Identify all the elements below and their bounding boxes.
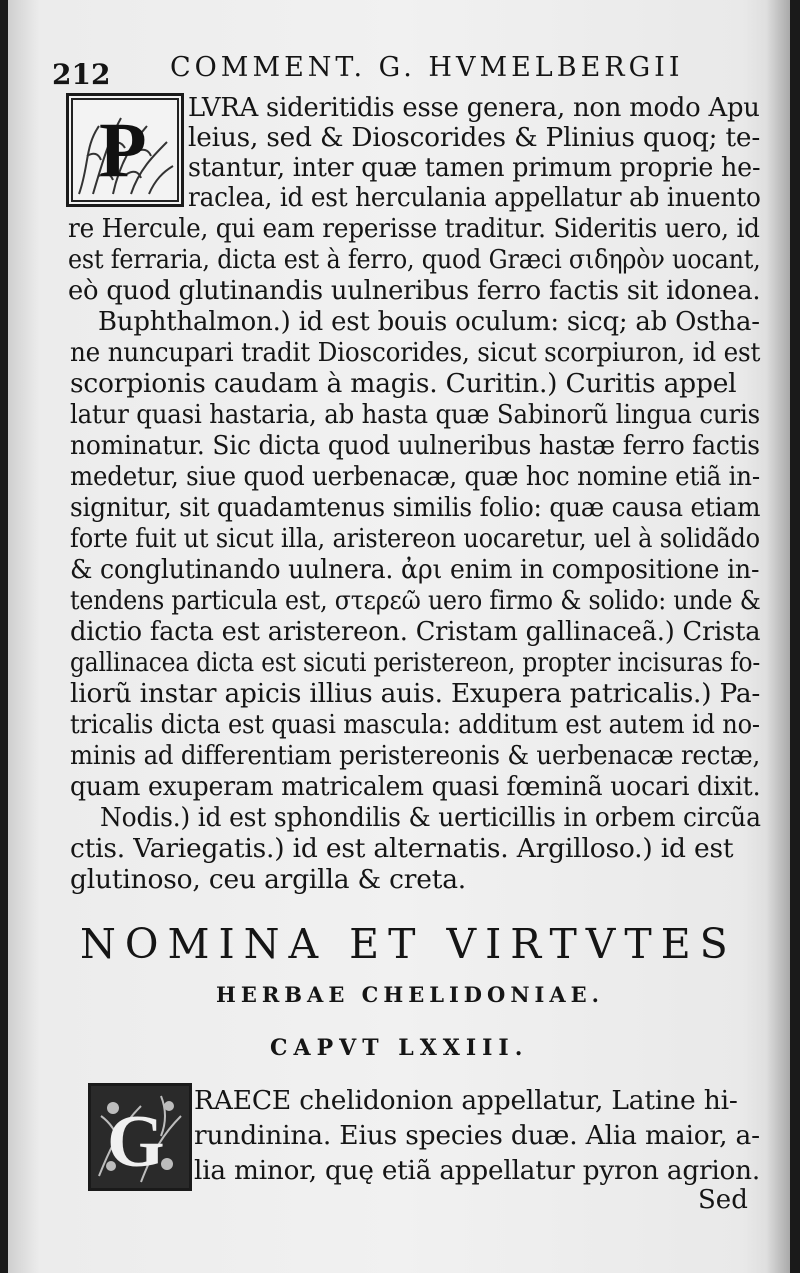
text-line: est ferraria, dicta est à ferro, quod Græci σιδηρὸν uocant,	[68, 244, 761, 275]
text-line: minis ad differentiam peristereonis & uerbenacæ rectæ,	[70, 740, 761, 771]
chapter-number: CAPVT LXXIII.	[270, 1035, 529, 1061]
chapter-subtitle: HERBAE CHELIDONIAE.	[216, 982, 604, 1007]
text-line: Buphthalmon.) id est bouis oculum: sicq; ab Ostha-	[98, 306, 760, 337]
text-line: forte fuit ut sicut illa, aristereon uocaretur, uel à solidãdo	[70, 523, 760, 554]
text-line: nominatur. Sic dicta quod uulneribus hastæ ferro factis	[70, 430, 760, 461]
initial-letter: P	[99, 106, 147, 193]
botanical-ornament-icon	[69, 96, 181, 204]
text-line: re Hercule, qui eam reperisse traditur. Sideritis uero, id	[68, 213, 760, 244]
floral-ornament-icon	[91, 1086, 189, 1188]
text-line: eò quod glutinandis uulneribus ferro factis sit idonea.	[68, 275, 761, 306]
decorated-initial-g	[88, 1083, 192, 1191]
text-line: gallinacea dicta est sicuti peristereon, propter incisuras fo-	[70, 647, 761, 678]
text-line: medetur, siue quod uerbenacæ, quæ hoc nomine etiã in-	[70, 461, 760, 492]
text-line: & conglutinando uulnera. ἀρι enim in compositione in-	[70, 554, 760, 585]
text-line: ctis. Variegatis.) id est alternatis. Argilloso.) id est	[70, 833, 734, 864]
text-line: RAECE chelidonion appellatur, Latine hi-	[194, 1085, 738, 1116]
text-line: tendens particula est, στερεῶ uero firmo & solido: unde &	[70, 585, 761, 616]
text-line: glutinoso, ceu argilla & creta.	[70, 864, 467, 895]
text-line: ne nuncupari tradit Dioscorides, sicut scorpiuron, id est	[70, 337, 761, 368]
text-line: LVRA sideritidis esse genera, non modo Apu	[188, 92, 760, 123]
decorated-initial-p	[66, 93, 184, 207]
text-line: lia minor, quę etiã appellatur pyron agrion.	[194, 1155, 761, 1186]
text-line: latur quasi hastaria, ab hasta quæ Sabinorũ lingua curis	[70, 399, 760, 430]
text-line: dictio facta est aristereon. Cristam gallinaceã.) Crista	[70, 616, 761, 647]
text-line: raclea, id est herculania appellatur ab inuento	[188, 182, 761, 213]
text-line: stantur, inter quæ tamen primum proprie he-	[188, 152, 761, 183]
chapter-title: NOMINA ET VIRTVTES	[80, 920, 737, 968]
text-line: rundinina. Eius species duæ. Alia maior, a-	[194, 1120, 760, 1151]
text-line: Nodis.) id est sphondilis & uerticillis in orbem circũa	[100, 802, 761, 833]
running-title: COMMENT. G. HVMELBERGII	[170, 52, 684, 83]
page-edge-shadow	[766, 0, 790, 1273]
text-line: leius, sed & Dioscorides & Plinius quoq; te-	[188, 122, 761, 153]
catchword: Sed	[698, 1185, 748, 1215]
text-line: tricalis dicta est quasi mascula: additum est autem id no-	[70, 709, 760, 740]
text-line: signitur, sit quadamtenus similis folio: quæ causa etiam	[70, 492, 761, 523]
book-page	[8, 0, 790, 1273]
text-line: quam exuperam matricalem quasi fœminã uocari dixit.	[70, 771, 761, 802]
text-line: liorũ instar apicis illius auis. Exupera patricalis.) Pa-	[70, 678, 761, 709]
text-line: scorpionis caudam à magis. Curitin.) Curitis appel	[70, 368, 737, 399]
page-number: 212	[52, 58, 111, 91]
initial-letter: G	[107, 1101, 165, 1183]
